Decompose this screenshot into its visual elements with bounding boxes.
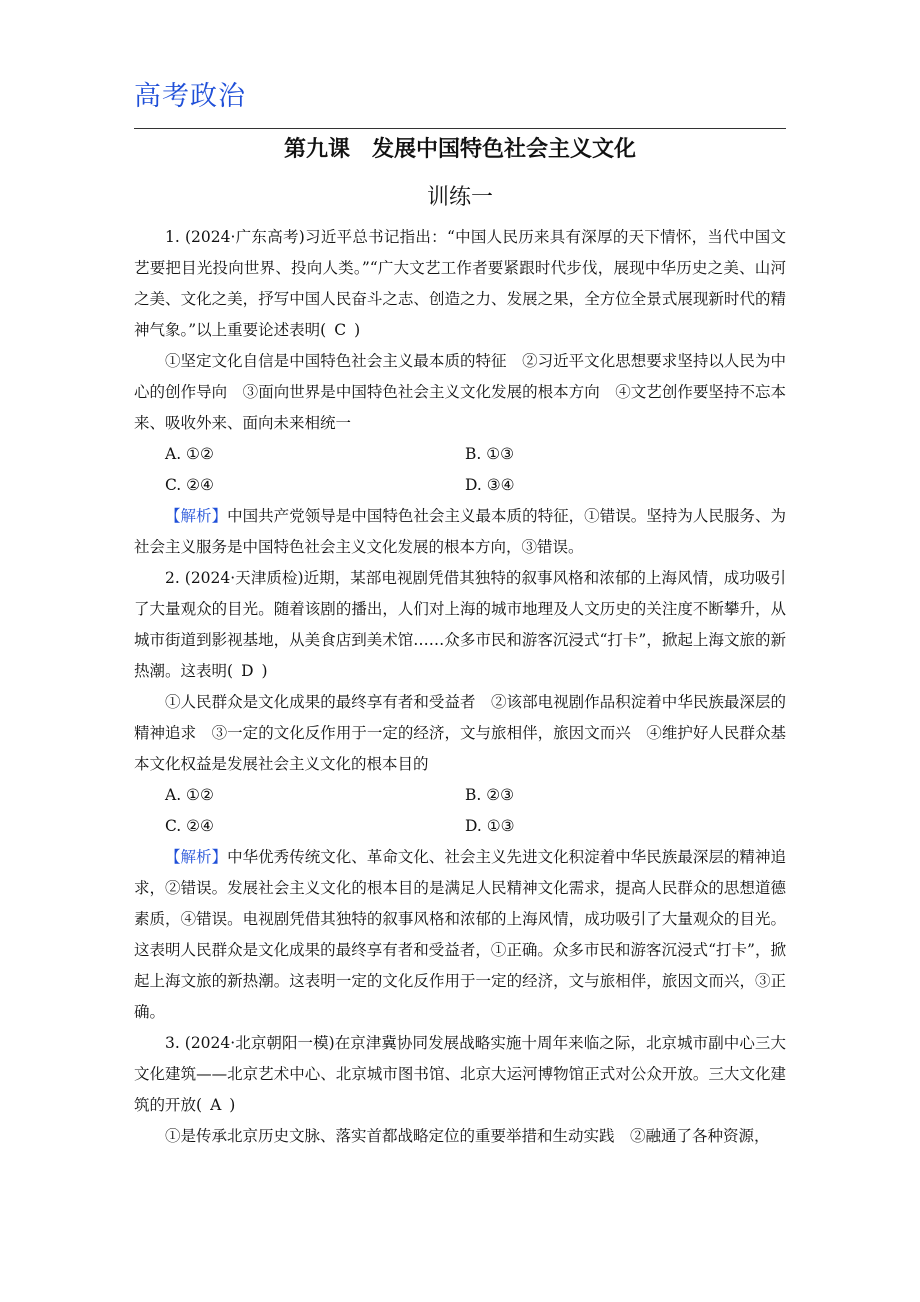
question-3-statements: ①是传承北京历史文脉、落实首都战略定位的重要举措和生动实践 ②融通了各种资源， xyxy=(165,1127,770,1145)
question-2-analysis: 【解析】中华优秀传统文化、革命文化、社会主义先进文化积淀着中华民族最深层的精神追求，②错误。发展社会主义文化的根本目的是满足人民精神文化需求，提高人民群众的思想道德素质，④错误。电视剧凭借其独特的叙事风格和浓郁的上海风情，成功吸引了大量观众的目光。这表明人民群众是文化成果的最终享有者和受益者，①正确。众多市民和游客沉浸式“打卡”，掀起上海文旅的新热潮。这表明一定的文化反作用于一定的经济，文与旅相伴，旅因文而兴，③正确。 xyxy=(134,848,786,1021)
header-divider xyxy=(134,128,786,129)
question-1-options xyxy=(134,439,786,501)
analysis-tag: 【解析】 xyxy=(165,507,228,525)
option: C. ②④ xyxy=(165,476,214,494)
question-1-answer: C xyxy=(334,321,347,339)
option: D. ①③ xyxy=(465,817,515,835)
question-1-stem: 1. (2024·广东高考)习近平总书记指出：“中国人民历来具有深厚的天下情怀，当代中国文艺要把目光投向世界、投向人类。”“广大文艺工作者要紧跟时代步伐，展现中华历史之美、山河之美、文化之美，抒写中国人民奋斗之志、创造之力、发展之果，全方位全景式展现新时代的精神气象。”以上重要论述表明( C ) xyxy=(134,228,786,339)
option: A. ①② xyxy=(165,786,214,804)
question-3-answer: A xyxy=(210,1096,222,1114)
option: B. ①③ xyxy=(465,445,515,463)
section-title: 训练一 xyxy=(426,185,493,210)
header-title: 高考政治 xyxy=(134,81,246,112)
option: D. ③④ xyxy=(465,476,515,494)
question-2-answer: D xyxy=(241,662,254,680)
question-3-stem: 3. (2024·北京朝阳一模)在京津冀协同发展战略实施十周年来临之际，北京城市副中心三大文化建筑——北京艺术中心、北京城市图书馆、北京大运河博物馆正式对公众开放。三大文化建筑的开放( A ) xyxy=(134,1034,786,1114)
option: A. ①② xyxy=(165,445,214,463)
questions-content xyxy=(134,222,786,1152)
question-2-options xyxy=(134,780,786,842)
question-2-statements: ①人民群众是文化成果的最终享有者和受益者 ②该部电视剧作品积淀着中华民族最深层的精神追求 ③一定的文化反作用于一定的经济，文与旅相伴，旅因文而兴 ④维护好人民群众基本文化权益是发展社会主义文化的根本目的 xyxy=(134,693,786,773)
analysis-tag: 【解析】 xyxy=(165,848,228,866)
question-1-statements: ①坚定文化自信是中国特色社会主义最本质的特征 ②习近平文化思想要求坚持以人民为中心的创作导向 ③面向世界是中国特色社会主义文化发展的根本方向 ④文艺创作要坚持不忘本来、吸收外来、面向未来相统一 xyxy=(134,352,786,432)
option: C. ②④ xyxy=(165,817,214,835)
option: B. ②③ xyxy=(465,786,515,804)
lesson-title: 第九课 发展中国特色社会主义文化 xyxy=(283,137,636,162)
question-1-analysis: 【解析】中国共产党领导是中国特色社会主义最本质的特征，①错误。坚持为人民服务、为社会主义服务是中国特色社会主义文化发展的根本方向，③错误。 xyxy=(134,507,786,556)
question-2-stem: 2. (2024·天津质检)近期，某部电视剧凭借其独特的叙事风格和浓郁的上海风情，成功吸引了大量观众的目光。随着该剧的播出，人们对上海的城市地理及人文历史的关注度不断攀升，从城市街道到影视基地，从美食店到美术馆……众多市民和游客沉浸式“打卡”，掀起上海文旅的新热潮。这表明( D ) xyxy=(134,569,786,680)
